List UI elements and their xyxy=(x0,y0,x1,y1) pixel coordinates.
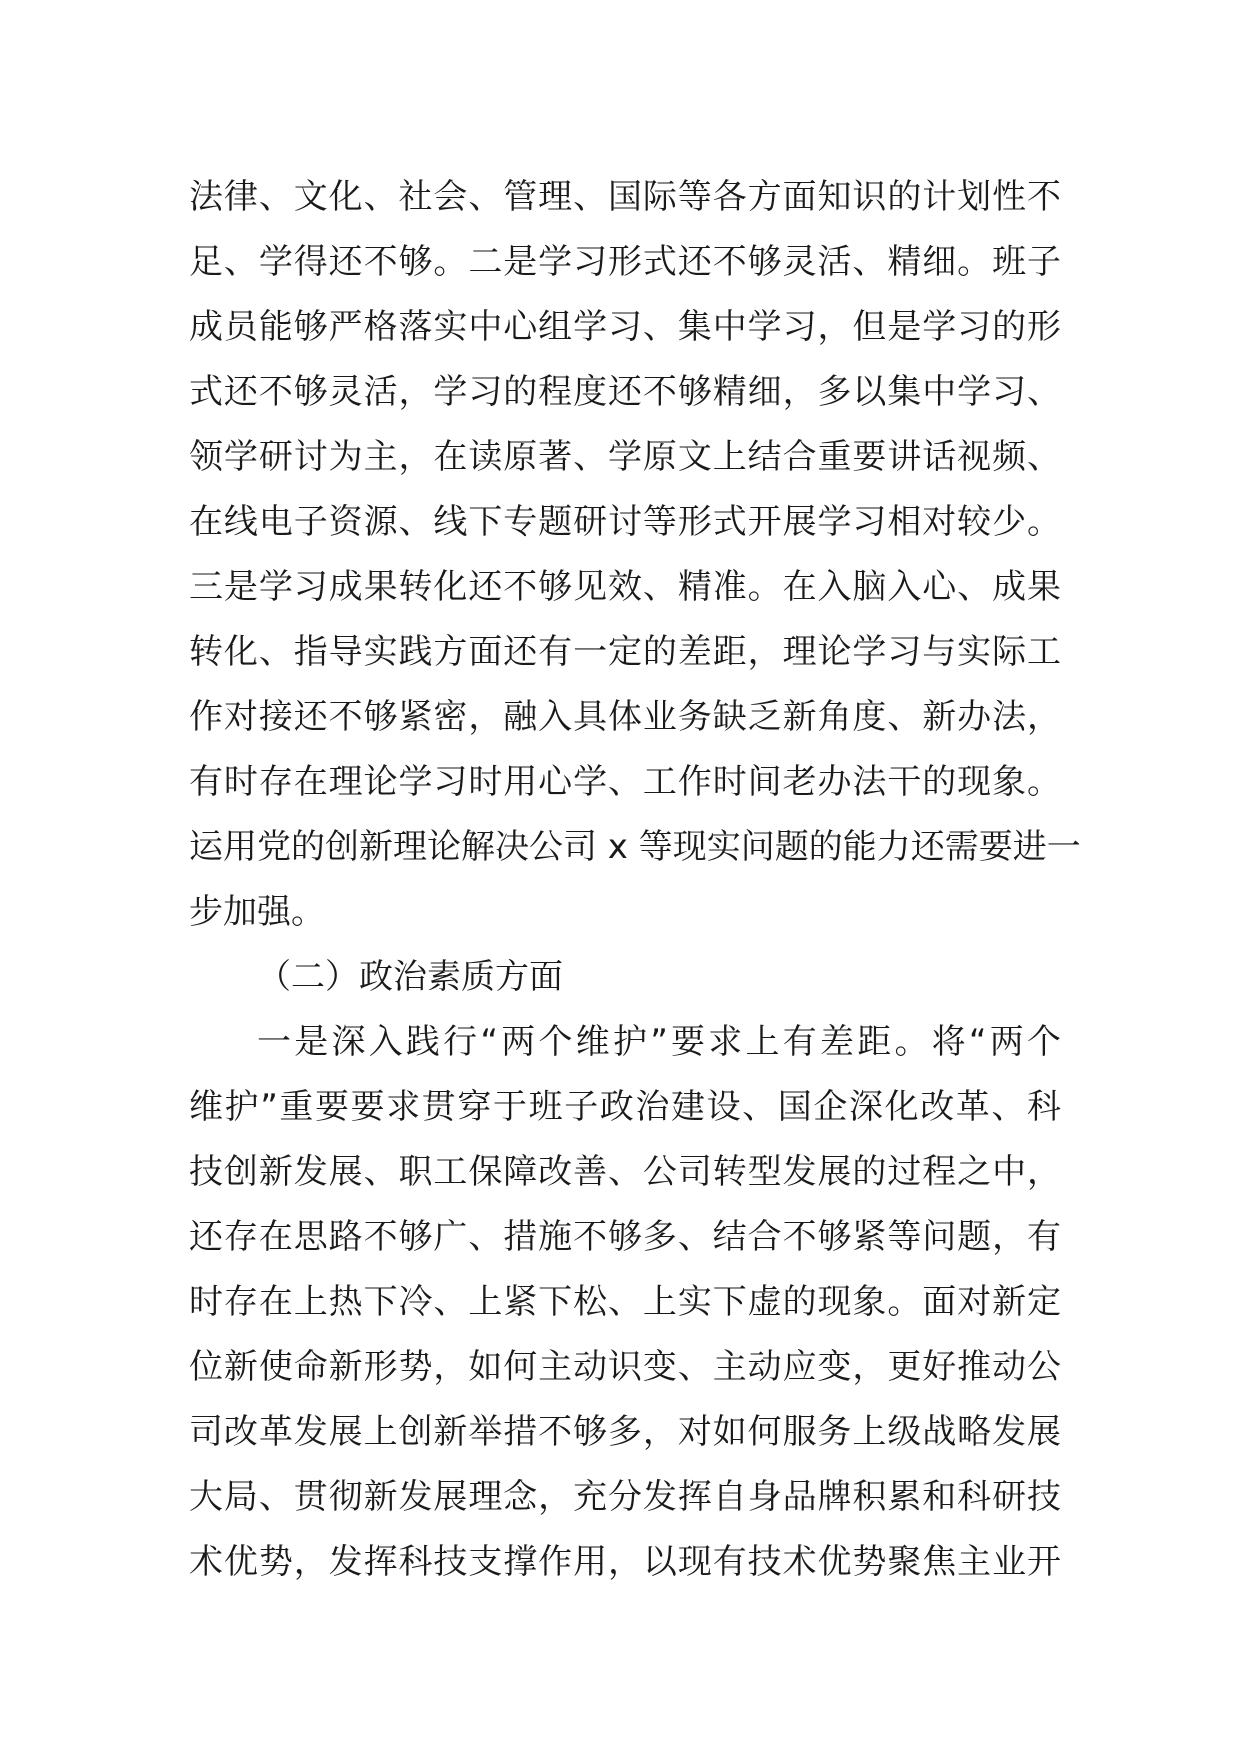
text-line: 三是学习成果转化还不够见效、精准。在入脑入心、成果 xyxy=(189,567,1061,607)
text-line: 技创新发展、职工保障改善、公司转型发展的过程之中， xyxy=(189,1152,1061,1192)
document-body xyxy=(189,165,1081,1595)
text-line: 足、学得还不够。二是学习形式还不够灵活、精细。班子 xyxy=(189,242,1061,282)
text-line: 术优势，发挥科技支撑作用，以现有技术优势聚焦主业开 xyxy=(189,1542,1061,1582)
text-line: 转化、指导实践方面还有一定的差距，理论学习与实际工 xyxy=(189,632,1061,672)
text-line: 维护”重要要求贯穿于班子政治建设、国企深化改革、科 xyxy=(189,1087,1061,1127)
text-line: 步加强。 xyxy=(189,892,325,932)
text-line: 有时存在理论学习时用心学、工作时间老办法干的现象。 xyxy=(189,762,1061,802)
text-line: 位新使命新形势，如何主动识变、主动应变，更好推动公 xyxy=(189,1347,1061,1387)
text-line: 法律、文化、社会、管理、国际等各方面知识的计划性不 xyxy=(189,177,1061,217)
text-line: 时存在上热下冷、上紧下松、上实下虚的现象。面对新定 xyxy=(189,1282,1061,1322)
text-line: 成员能够严格落实中心组学习、集中学习，但是学习的形 xyxy=(189,307,1061,347)
section-heading: （二）政治素质方面 xyxy=(257,957,563,997)
text-line: 式还不够灵活，学习的程度还不够精细，多以集中学习、 xyxy=(189,372,1061,412)
text-line: 运用党的创新理论解决公司 x 等现实问题的能力还需要进一 xyxy=(189,827,1081,867)
text-line: 在线电子资源、线下专题研讨等形式开展学习相对较少。 xyxy=(189,502,1061,542)
paragraph-first-line: 一是深入践行“两个维护”要求上有差距。将“两个 xyxy=(257,1022,1061,1062)
text-line: 作对接还不够紧密，融入具体业务缺乏新角度、新办法， xyxy=(189,697,1061,737)
text-line: 大局、贯彻新发展理念，充分发挥自身品牌积累和科研技 xyxy=(189,1477,1061,1517)
text-line: 司改革发展上创新举措不够多，对如何服务上级战略发展 xyxy=(189,1412,1061,1452)
text-line: 还存在思路不够广、措施不够多、结合不够紧等问题，有 xyxy=(189,1217,1061,1257)
text-line: 领学研讨为主，在读原著、学原文上结合重要讲话视频、 xyxy=(189,437,1061,477)
